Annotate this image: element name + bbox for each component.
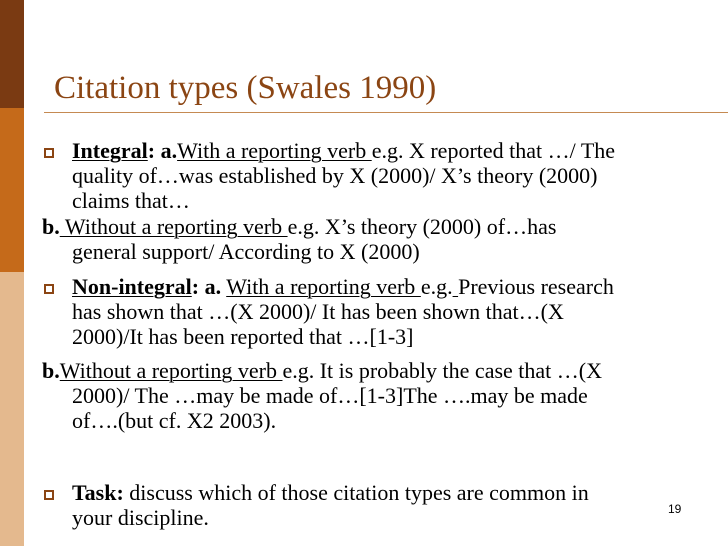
nonintegral-b-line-1: b.Without a reporting verb e.g. It is probably the case that …(X [42,358,602,383]
nonintegral-b-line-2: 2000)/ The …may be made of…[1-3]The ….may be made [72,383,588,408]
nonintegral-line-2: has shown that …(X 2000)/ It has been shown that…(X [72,299,564,324]
page-number: 19 [668,502,682,516]
task-line-2: your discipline. [72,505,209,530]
nonintegral-term: Non-integral [72,274,192,299]
square-bullet-icon [44,148,54,158]
integral-term: Integral [72,138,148,163]
integral-b-line-1: b. Without a reporting verb e.g. X’s theory (2000) of…has [42,214,557,239]
side-bar-middle [0,108,24,272]
nonintegral-line-3: 2000)/It has been reported that …[1-3] [72,324,414,349]
side-bar-bottom [0,272,24,546]
side-bar-top [0,0,24,108]
integral-line-1: Integral: a.With a reporting verb e.g. X reported that …/ The [72,138,616,163]
square-bullet-icon [44,490,54,500]
square-bullet-icon [44,284,54,294]
nonintegral-b-line-3: of….(but cf. X2 2003). [72,408,277,433]
nonintegral-line-1: Non-integral: a. With a reporting verb e.g. Previous research [72,274,614,299]
slide-title: Citation types (Swales 1990) [54,70,437,106]
integral-line-3: claims that… [72,188,190,213]
task-line-1: Task: discuss which of those citation types are common in [72,480,589,505]
integral-line-2: quality of…was established by X (2000)/ X’s theory (2000) [72,163,598,188]
integral-b-line-2: general support/ According to X (2000) [72,239,420,264]
title-underline [44,112,728,113]
